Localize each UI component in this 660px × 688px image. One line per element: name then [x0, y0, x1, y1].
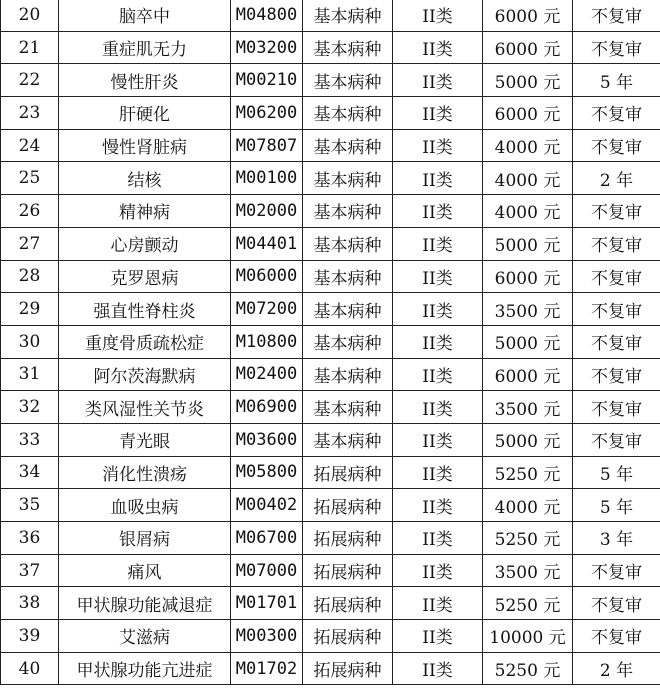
row-number-cell: 30 [1, 325, 59, 358]
disease-name-cell: 血吸虫病 [59, 489, 231, 522]
disease-type-cell: 基本病种 [303, 358, 393, 391]
review-cell: 不复审 [573, 293, 660, 326]
review-cell: 2 年 [573, 162, 660, 195]
disease-type-cell: 拓展病种 [303, 522, 393, 555]
amount-cell: 4000 元 [483, 129, 573, 162]
disease-name-cell: 阿尔茨海默病 [59, 358, 231, 391]
disease-code-cell: M07000 [231, 554, 303, 587]
disease-code-cell: M07200 [231, 293, 303, 326]
disease-name-cell: 结核 [59, 162, 231, 195]
amount-cell: 5000 元 [483, 325, 573, 358]
amount-cell: 6000 元 [483, 358, 573, 391]
row-number-cell: 28 [1, 260, 59, 293]
disease-name-cell: 脑卒中 [59, 0, 231, 31]
row-number-cell: 34 [1, 456, 59, 489]
amount-cell: 3500 元 [483, 391, 573, 424]
row-number-cell: 35 [1, 489, 59, 522]
table-row [1, 97, 660, 130]
disease-type-cell: 基本病种 [303, 129, 393, 162]
review-cell: 不复审 [573, 227, 660, 260]
disease-code-cell: M06900 [231, 391, 303, 424]
disease-code-cell: M04800 [231, 0, 303, 31]
disease-class-cell: II类 [393, 489, 483, 522]
disease-name-cell: 强直性脊柱炎 [59, 293, 231, 326]
row-number-cell: 24 [1, 129, 59, 162]
review-cell: 不复审 [573, 391, 660, 424]
review-cell: 不复审 [573, 129, 660, 162]
disease-class-cell: II类 [393, 587, 483, 620]
row-number-cell: 36 [1, 522, 59, 555]
disease-name-cell: 慢性肾脏病 [59, 129, 231, 162]
disease-type-cell: 基本病种 [303, 64, 393, 97]
review-cell: 不复审 [573, 554, 660, 587]
table-row [1, 423, 660, 456]
table-row [1, 358, 660, 391]
disease-code-cell: M10800 [231, 325, 303, 358]
disease-code-cell: M02400 [231, 358, 303, 391]
disease-name-cell: 甲状腺功能亢进症 [59, 652, 231, 685]
disease-class-cell: II类 [393, 391, 483, 424]
row-number-cell: 23 [1, 97, 59, 130]
table-row [1, 162, 660, 195]
disease-code-cell: M05800 [231, 456, 303, 489]
disease-name-cell: 心房颤动 [59, 227, 231, 260]
disease-code-cell: M07807 [231, 129, 303, 162]
disease-class-cell: II类 [393, 31, 483, 64]
disease-class-cell: II类 [393, 260, 483, 293]
disease-type-cell: 拓展病种 [303, 652, 393, 685]
table-row [1, 522, 660, 555]
disease-name-cell: 重度骨质疏松症 [59, 325, 231, 358]
disease-class-cell: II类 [393, 129, 483, 162]
table-row [1, 64, 660, 97]
disease-code-cell: M00210 [231, 64, 303, 97]
amount-cell: 5250 元 [483, 456, 573, 489]
row-number-cell: 38 [1, 587, 59, 620]
row-number-cell: 22 [1, 64, 59, 97]
disease-name-cell: 消化性溃疡 [59, 456, 231, 489]
review-cell: 5 年 [573, 64, 660, 97]
disease-name-cell: 青光眼 [59, 423, 231, 456]
disease-class-cell: II类 [393, 620, 483, 653]
disease-name-cell: 艾滋病 [59, 620, 231, 653]
table-row [1, 195, 660, 228]
table-row [1, 620, 660, 653]
row-number-cell: 37 [1, 554, 59, 587]
amount-cell: 3500 元 [483, 293, 573, 326]
disease-type-cell: 拓展病种 [303, 587, 393, 620]
disease-class-cell: II类 [393, 0, 483, 31]
disease-code-cell: M03600 [231, 423, 303, 456]
disease-code-cell: M04401 [231, 227, 303, 260]
disease-class-cell: II类 [393, 423, 483, 456]
table-row [1, 260, 660, 293]
disease-code-cell: M01701 [231, 587, 303, 620]
row-number-cell: 26 [1, 195, 59, 228]
disease-name-cell: 精神病 [59, 195, 231, 228]
disease-class-cell: II类 [393, 358, 483, 391]
row-number-cell: 29 [1, 293, 59, 326]
disease-class-cell: II类 [393, 162, 483, 195]
review-cell: 不复审 [573, 358, 660, 391]
table-row [1, 227, 660, 260]
disease-name-cell: 重症肌无力 [59, 31, 231, 64]
disease-name-cell: 慢性肝炎 [59, 64, 231, 97]
disease-class-cell: II类 [393, 227, 483, 260]
disease-class-cell: II类 [393, 325, 483, 358]
amount-cell: 5000 元 [483, 64, 573, 97]
disease-code-cell: M02000 [231, 195, 303, 228]
review-cell: 不复审 [573, 97, 660, 130]
review-cell: 5 年 [573, 456, 660, 489]
review-cell: 不复审 [573, 260, 660, 293]
table-row [1, 554, 660, 587]
table-row [1, 587, 660, 620]
table-row [1, 489, 660, 522]
disease-type-cell: 基本病种 [303, 227, 393, 260]
amount-cell: 4000 元 [483, 195, 573, 228]
amount-cell: 5250 元 [483, 522, 573, 555]
row-number-cell: 33 [1, 423, 59, 456]
disease-type-cell: 基本病种 [303, 293, 393, 326]
disease-name-cell: 克罗恩病 [59, 260, 231, 293]
disease-code-cell: M06200 [231, 97, 303, 130]
amount-cell: 6000 元 [483, 97, 573, 130]
disease-code-cell: M06000 [231, 260, 303, 293]
disease-code-cell: M00402 [231, 489, 303, 522]
disease-type-cell: 拓展病种 [303, 554, 393, 587]
review-cell: 3 年 [573, 522, 660, 555]
review-cell: 不复审 [573, 31, 660, 64]
amount-cell: 10000 元 [483, 620, 573, 653]
disease-code-cell: M01702 [231, 652, 303, 685]
disease-code-cell: M00300 [231, 620, 303, 653]
disease-class-cell: II类 [393, 293, 483, 326]
disease-class-cell: II类 [393, 195, 483, 228]
amount-cell: 6000 元 [483, 31, 573, 64]
review-cell: 不复审 [573, 0, 660, 31]
amount-cell: 3500 元 [483, 554, 573, 587]
table-row [1, 293, 660, 326]
disease-class-cell: II类 [393, 652, 483, 685]
amount-cell: 6000 元 [483, 260, 573, 293]
amount-cell: 4000 元 [483, 162, 573, 195]
review-cell: 不复审 [573, 620, 660, 653]
disease-type-cell: 基本病种 [303, 0, 393, 31]
row-number-cell: 21 [1, 31, 59, 64]
disease-type-cell: 基本病种 [303, 423, 393, 456]
disease-code-cell: M00100 [231, 162, 303, 195]
table-row [1, 31, 660, 64]
disease-class-cell: II类 [393, 522, 483, 555]
row-number-cell: 25 [1, 162, 59, 195]
table-row [1, 129, 660, 162]
table-row [1, 456, 660, 489]
disease-name-cell: 甲状腺功能减退症 [59, 587, 231, 620]
table-row [1, 652, 660, 685]
review-cell: 不复审 [573, 423, 660, 456]
disease-type-cell: 基本病种 [303, 391, 393, 424]
disease-name-cell: 痛风 [59, 554, 231, 587]
review-cell: 2 年 [573, 652, 660, 685]
disease-class-cell: II类 [393, 554, 483, 587]
amount-cell: 5000 元 [483, 227, 573, 260]
row-number-cell: 20 [1, 0, 59, 31]
disease-class-cell: II类 [393, 97, 483, 130]
disease-name-cell: 类风湿性关节炎 [59, 391, 231, 424]
review-cell: 不复审 [573, 325, 660, 358]
table-row [1, 391, 660, 424]
amount-cell: 5000 元 [483, 423, 573, 456]
disease-type-cell: 拓展病种 [303, 620, 393, 653]
table-body [1, 0, 660, 685]
disease-type-cell: 基本病种 [303, 162, 393, 195]
disease-type-cell: 拓展病种 [303, 489, 393, 522]
review-cell: 5 年 [573, 489, 660, 522]
disease-type-cell: 基本病种 [303, 195, 393, 228]
row-number-cell: 27 [1, 227, 59, 260]
disease-code-cell: M03200 [231, 31, 303, 64]
table-row [1, 325, 660, 358]
disease-class-cell: II类 [393, 64, 483, 97]
disease-name-cell: 银屑病 [59, 522, 231, 555]
disease-type-cell: 基本病种 [303, 31, 393, 64]
row-number-cell: 32 [1, 391, 59, 424]
table-row [1, 0, 660, 31]
row-number-cell: 31 [1, 358, 59, 391]
disease-code-cell: M06700 [231, 522, 303, 555]
disease-type-cell: 基本病种 [303, 97, 393, 130]
review-cell: 不复审 [573, 587, 660, 620]
disease-class-cell: II类 [393, 456, 483, 489]
row-number-cell: 40 [1, 652, 59, 685]
amount-cell: 5250 元 [483, 652, 573, 685]
row-number-cell: 39 [1, 620, 59, 653]
disease-type-cell: 基本病种 [303, 260, 393, 293]
amount-cell: 5250 元 [483, 587, 573, 620]
disease-type-cell: 拓展病种 [303, 456, 393, 489]
amount-cell: 4000 元 [483, 489, 573, 522]
disease-name-cell: 肝硬化 [59, 97, 231, 130]
amount-cell: 6000 元 [483, 0, 573, 31]
disease-type-cell: 基本病种 [303, 325, 393, 358]
review-cell: 不复审 [573, 195, 660, 228]
